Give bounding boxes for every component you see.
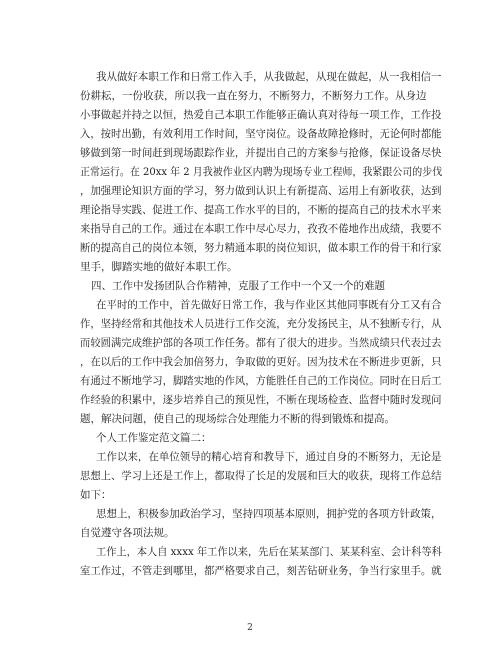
text-line-23: 如下： [80, 489, 112, 501]
section-title-part-2: 个人工作鉴定范文篇二： [96, 432, 212, 444]
text-line-16: ，在以后的工作中我会加倍努力，争取做的更好。因为技术在不断进步更新，只 [80, 356, 442, 368]
section-heading-4: 四、工作中发扬团队合作精神，克服了工作中一个又一个的难题 [91, 280, 385, 292]
text-line-7: ，加强理论知识方面的学习，努力做到认识上有新提高、运用上有新收获，达到 [80, 185, 442, 197]
text-line-19: 题，解决问题，使自己的现场综合处理能力不断的得到锻炼和提高。 [80, 413, 395, 425]
text-line-27: 室工作过，不管走到哪里，都严格要求自己，刻苦钻研业务，争当行家里手。就 [80, 565, 442, 577]
text-line-25: 自觉遵守各项法规。 [80, 527, 175, 539]
text-line-5: 够做到第一时间赶到现场跟踪作业，并提出自己的方案参与抢修，保证设备尽快 [80, 147, 442, 159]
text-line-3: 小事做起并持之以恒，热爱自己本职工作能够正确认真对待每一项工作，工作投 [80, 109, 442, 121]
text-line-1: 我从做好本职工作和日常工作入手，从我做起，从现在做起，从一我相信一 [96, 71, 442, 83]
text-line-15: 而较圆满完成维护部的各项工作任务。都有了很大的进步。当然成绩只代表过去 [80, 337, 442, 349]
page-number: 2 [247, 623, 253, 633]
text-line-2: 份耕耘，一份收获，所以我一直在努力，不断努力，不断努力工作。从身边 [80, 90, 427, 102]
text-line-11: 里手，脚踏实地的做好本职工作。 [80, 261, 238, 273]
text-line-4: 入，按时出勤，有效利用工作时间，坚守岗位。设备故障抢修时，无论何时都能 [80, 128, 442, 140]
text-line-14: 作，坚持经常和其他技术人员进行工作交流，充分发扬民主，从不独断专行，从 [80, 318, 442, 330]
text-line-22: 思想上、学习上还是工作上，都取得了长足的发展和巨大的收获，现将工作总结 [80, 470, 442, 482]
text-line-17: 有通过不断地学习，脚踏实地的作风，方能胜任自己的工作岗位。同时在日后工 [80, 375, 442, 387]
text-line-26: 工作上，本人自 xxxx 年工作以来，先后在某某部门、某某科室、会计科等科 [96, 546, 442, 558]
text-line-9: 来指导自己的工作。通过在本职工作中尽心尽力，孜孜不倦地作出成绩，我要不 [80, 223, 442, 235]
text-line-18: 作经验的积累中，逐步培养自己的预见性，不断在现场检查、监督中随时发现问 [80, 394, 442, 406]
text-line-24: 思想上，积极参加政治学习，坚持四项基本原则，拥护党的各项方针政策， [96, 508, 442, 520]
text-line-6: 正常运行。在 20xx 年 2 月我被作业区内聘为现场专业工程师，我紧跟公司的步伐 [80, 166, 443, 178]
text-line-10: 断的提高自己的岗位本领，努力精通本职的岗位知识，做本职工作的骨干和行家 [80, 242, 442, 254]
text-line-13: 在平时的工作中，首先做好日常工作，我与作业区其他同事既有分工又有合 [96, 299, 442, 311]
text-line-8: 理论指导实践、促进工作、提高工作水平的目的，不断的提高自己的技术水平来 [80, 204, 442, 216]
text-line-21: 工作以来，在单位领导的精心培育和教导下，通过自身的不断努力，无论是 [96, 451, 442, 463]
